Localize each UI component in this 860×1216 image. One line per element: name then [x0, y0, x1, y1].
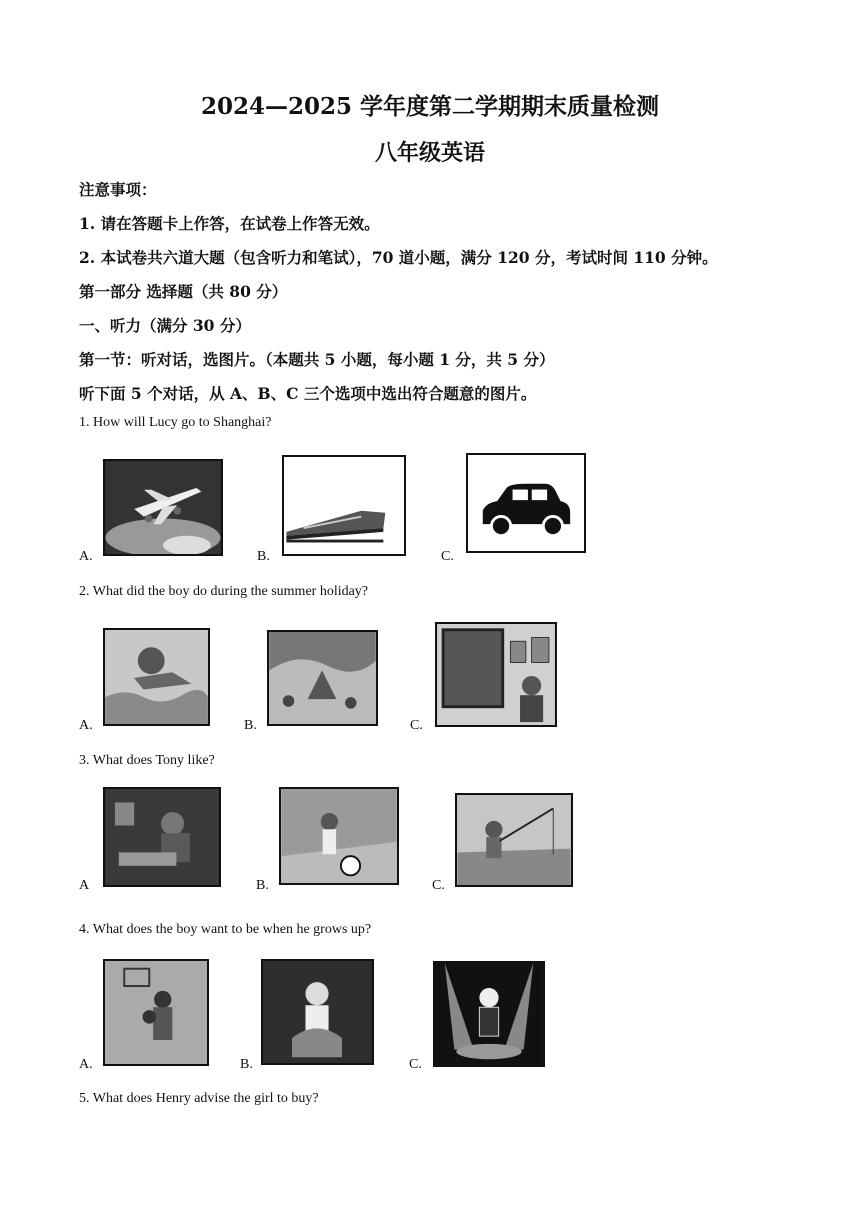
soccer-ball-icon [281, 789, 397, 883]
museum-picture[interactable] [435, 622, 557, 727]
option-label: A. [79, 1057, 93, 1072]
boy-at-table-icon [105, 789, 219, 885]
scientist-picture[interactable] [261, 959, 374, 1065]
train-icon [284, 457, 404, 554]
option-label: B. [256, 878, 269, 893]
section-heading: 第一节：听对话，选图片。（本题共 5 小题，每小题 1 分，共 5 分） [79, 350, 555, 369]
option-label: C. [441, 549, 454, 564]
swimming-boy-icon [105, 630, 208, 724]
option-label: A. [79, 718, 93, 733]
listening-heading: 一、听力（满分 30 分） [79, 316, 251, 335]
question-2-text: 2. What did the boy do during the summer holiday? [79, 584, 369, 599]
question-1-text: 1. How will Lucy go to Shanghai? [79, 415, 272, 430]
stage-spotlight-icon [435, 963, 543, 1065]
notes-heading: 注意事项： [79, 180, 157, 199]
fishing-picture[interactable] [455, 793, 573, 887]
question-5-text: 5. What does Henry advise the girl to buy? [79, 1091, 319, 1106]
option-label: A [79, 878, 90, 893]
playing-chess-picture[interactable] [103, 787, 221, 887]
camping-picture[interactable] [267, 630, 378, 726]
option-label: B. [244, 718, 257, 733]
part-heading: 第一部分 选择题（共 80 分） [79, 282, 288, 301]
option-label: B. [257, 549, 270, 564]
page-title: 2024—2025 学年度第二学期期末质量检测 [200, 93, 660, 120]
swimming-picture[interactable] [103, 628, 210, 726]
option-label: B. [240, 1057, 253, 1072]
section-instruction: 听下面 5 个对话，从 A、B、C 三个选项中选出符合题意的图片。 [79, 384, 537, 403]
car-icon [468, 455, 584, 551]
option-label: C. [432, 878, 445, 893]
art-gallery-icon [437, 624, 555, 725]
basketball-player-picture[interactable] [103, 959, 209, 1066]
car-picture[interactable] [466, 453, 586, 553]
note-item-2: 2. 本试卷共六道大题（包含听力和笔试），70 道小题，满分 120 分，考试时间 110 分钟。 [79, 248, 718, 267]
question-3-text: 3. What does Tony like? [79, 753, 215, 768]
note-item-1: 1. 请在答题卡上作答，在试卷上作答无效。 [79, 214, 380, 233]
option-label: C. [409, 1057, 422, 1072]
singer-picture[interactable] [433, 961, 545, 1067]
airplane-picture[interactable] [103, 459, 223, 556]
camping-scene-icon [269, 632, 376, 724]
train-picture[interactable] [282, 455, 406, 556]
playing-soccer-picture[interactable] [279, 787, 399, 885]
option-label: C. [410, 718, 423, 733]
question-4-text: 4. What does the boy want to be when he grows up? [79, 922, 372, 937]
basketball-icon [105, 961, 207, 1064]
scientist-icon [263, 961, 372, 1063]
fishing-rod-icon [457, 795, 571, 885]
page-subtitle: 八年级英语 [374, 140, 485, 166]
airplane-icon [105, 461, 221, 554]
option-label: A. [79, 549, 93, 564]
